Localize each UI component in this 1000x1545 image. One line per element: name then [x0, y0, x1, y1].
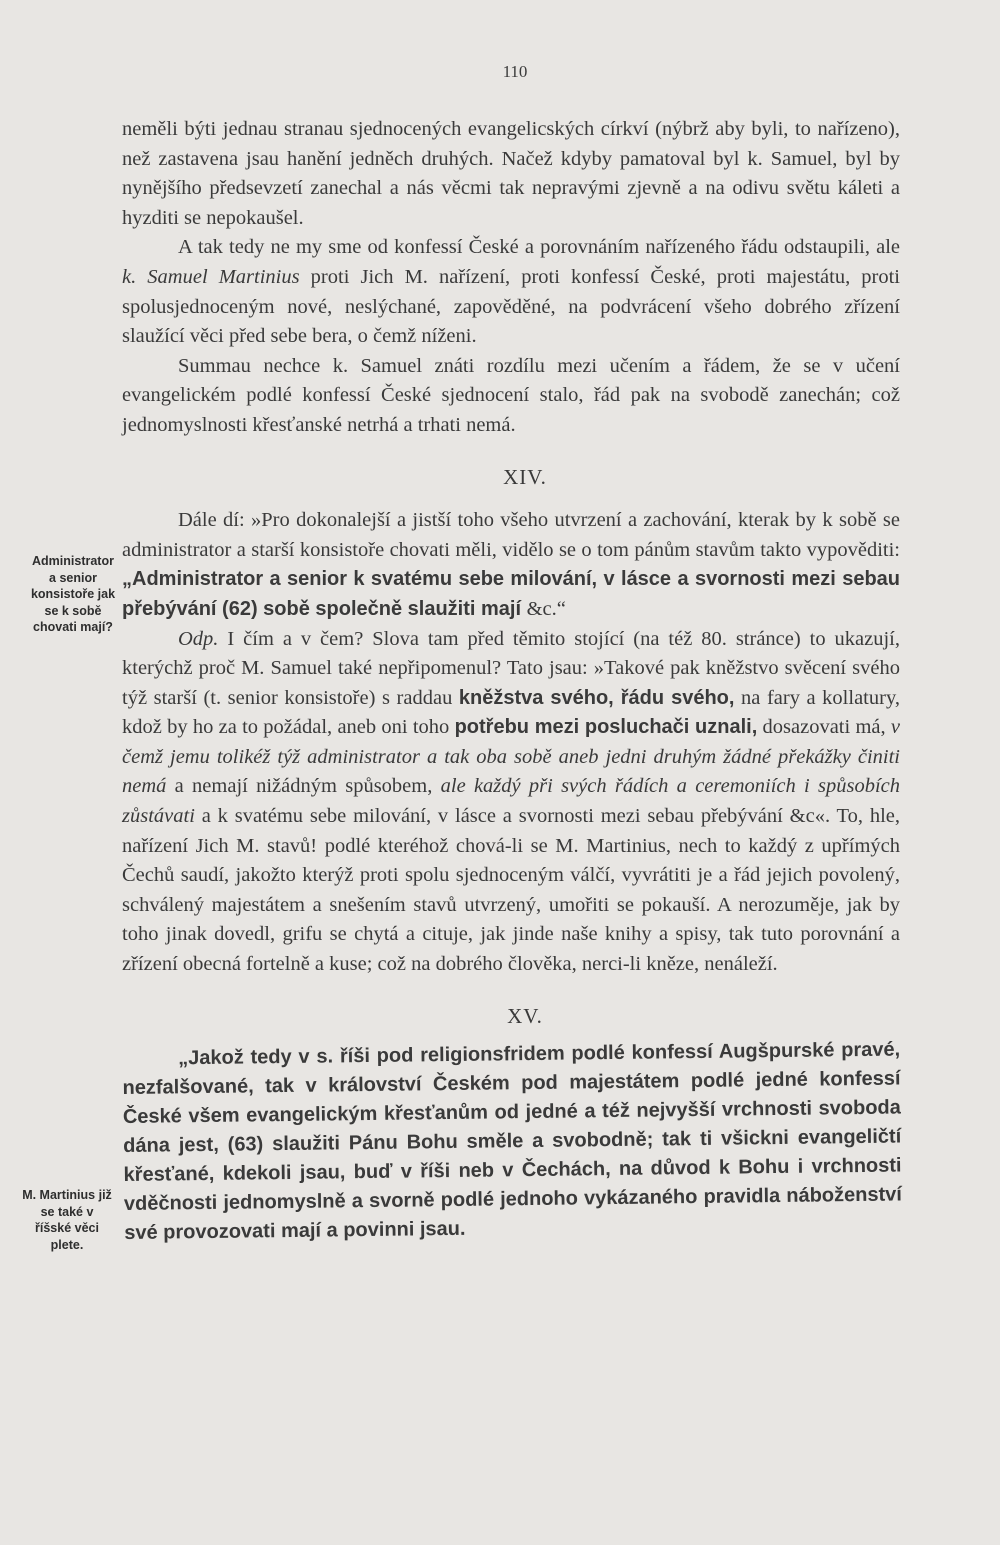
italic-run: v čemž jemu tolikéž týž administrator a tak oba sobě aneb jedni druhým žádné překážky činiti nemá	[122, 716, 901, 798]
section-heading-xiv: XIV.	[503, 464, 547, 489]
page-number: 110	[502, 62, 528, 81]
bold-quote: „Administrator a senior k svatému sebe milování, v lásce a svornosti mezi sebau přebývání (62) sobě společně slaužiti mají	[122, 568, 900, 620]
text-run: dosazovati má,	[757, 716, 891, 739]
text-run: &c.“	[526, 597, 566, 620]
paragraph-5	[122, 625, 900, 980]
paragraph-2	[122, 233, 900, 351]
text-run: proti Jich M. nařízení, proti konfessí České, proti majestátu, proti spolusjednoceným nové, neslýchané, zapověděné, na podvrácení všeho dobrého zřízení slaužící věci před sebe bera, o čemž níženi.	[122, 265, 900, 348]
paragraph-1: neměli býti jednau stranau sjednocených evangelicských církví (nýbrž aby byli, to nařízeno), než zastavena jsau hanění jedněch druhých. Načež kdyby pamatoval byl k. Samuel, byl by nynějšího předsevzetí zanechal a nás věcmi tak nepravými zjevně a na odivu světu káleti a hyzditi se nepokaušel.	[122, 118, 900, 229]
bold-run: kněžstva svého, řádu svého,	[458, 686, 735, 709]
section-heading-xv: XV.	[507, 1003, 543, 1028]
margin-note-administrator: Administrator a senior konsistoře jak se k sobě chovati mají?	[30, 554, 116, 634]
paragraph-4	[122, 506, 900, 624]
text-run: a nemají nižádným spůsobem,	[166, 775, 441, 798]
text-run: A tak tedy ne my sme od konfessí České a porovnáním nařízeného řádu odstaupili, ale	[178, 236, 900, 259]
bold-run: potřebu mezi posluchači uznali,	[454, 716, 758, 739]
italic-run: k. Samuel Martinius	[122, 265, 300, 288]
italic-run: ale každý při svých řádích a ceremoniích i spůsobích zůstávati	[122, 775, 900, 828]
text-run: na fary a kollatury, kdož by ho za to požádal, aneb oni toho	[122, 686, 900, 739]
body-text	[122, 115, 903, 1248]
text-run: Dále dí: »Pro dokonalejší a jistší toho všeho utvrzení a zachování, kterak by k sobě se administrator a starší konsistoře chovati měli, vidělo se o tom pánům stavům takto vypověditi:	[122, 509, 900, 561]
text-run: a k svatému sebe milování, v lásce a svornosti mezi sebau přebývání &c«. To, hle, nařízení Jich M. stavů! podlé kteréhož chová-li se M. Martinius, nech to každý z upřímých Čechů saudí, jakožto kterýž proti spolu sjednoceným válčí, vyvrátiti je a řád jejich povolený, schválený majestátem a snešením stavů utvrzený, umořiti se pokauší. A nerozuměje, jak by toho jinak dovedl, grifu se chytá a cituje, jak jinde naše knihy a spisy, tak tuto porovnání a zřízení obecná fortelně a kuse; což na dobrého člověka, nerci-li kněze, nenáleží.	[122, 805, 900, 976]
text-run: I čím a v čem? Slova tam před těmito stojící (na též 80. stránce) to ukazují, kterýchž proč M. Samuel také nepřipomenul? Tato jsau: »Takové pak kněžstvo svěcení svého týž starší (t. senior konsistoře) s raddau	[122, 627, 900, 709]
italic-run: Odp.	[178, 627, 219, 650]
margin-note-martinius: M. Martinius již se také v říšské věci plete.	[22, 1188, 112, 1252]
paragraph-3: Summau nechce k. Samuel znáti rozdílu mezi učením a řádem, že se v učení evangelickém podlé konfessí České sjednocení stalo, řád pak na svobodě zanechán; což jednomyslnosti křesťanské netrhá a trhati nemá.	[122, 354, 900, 436]
paragraph-6-bold-quote: „Jakož tedy v s. říši pod religionsfridem podlé konfessí Augšpurské pravé, nezfalšované, tak v království Českém pod majestátem podlé jedné konfessí České všem evangelickým křesťanům od jedné a též nejvyšší vrchnosti svoboda dána jest, (63) slaužiti Pánu Bohu směle a svobodně; tak ti všickni evangeličtí křesťané, kdekoli jsau, buď v říši neb v Čechách, na důvod k Bohu i vrchnosti vděčnosti jednomyslně a svorně podlé jednoho vykázaného pravidla náboženství své provozovati mají a povinni jsau.	[122, 1038, 903, 1245]
